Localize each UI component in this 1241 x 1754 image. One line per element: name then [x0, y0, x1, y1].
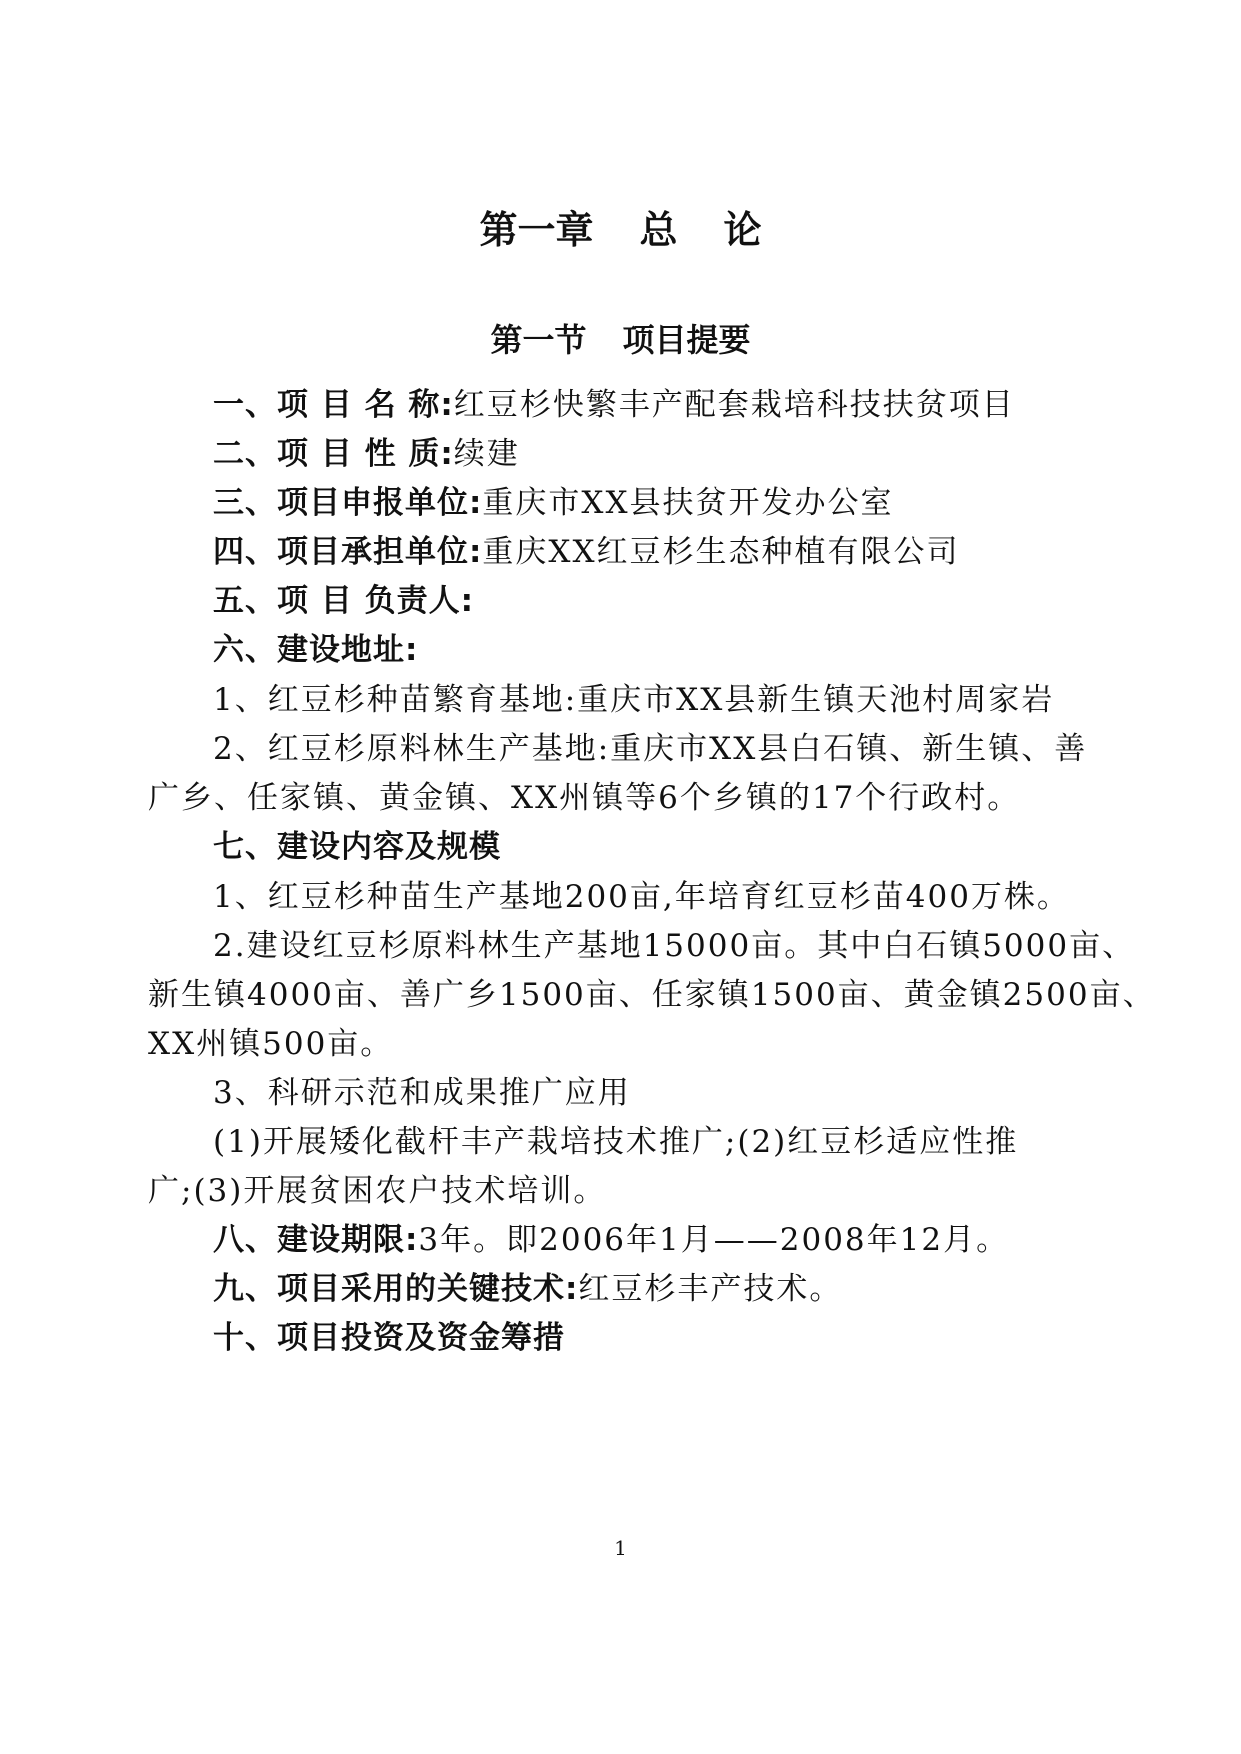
item-label: 一、项 目 名 称:	[213, 387, 454, 423]
content-line-2-end: XX州镇500亩。	[148, 1026, 394, 1062]
section-title	[0, 318, 1241, 362]
item-label: 四、项目承担单位:	[213, 534, 483, 570]
item-content-heading	[213, 827, 1098, 867]
item-site-heading	[213, 630, 1098, 670]
chapter-number: 第一章	[479, 208, 594, 252]
item-label: 六、建设地址:	[213, 632, 419, 668]
item-project-nature	[213, 434, 1098, 474]
item-label: 十、项目投资及资金筹措	[213, 1320, 565, 1356]
site-line-1: 1、红豆杉种苗繁育基地:重庆市XX县新生镇天池村周家岩	[213, 682, 1055, 718]
item-value: 红豆杉丰产技术。	[578, 1271, 843, 1307]
content-line-4: (1)开展矮化截杆丰产栽培技术推广;(2)红豆杉适应性推	[213, 1124, 1019, 1160]
item-value: 红豆杉快繁丰产配套栽培科技扶贫项目	[453, 387, 1015, 423]
chapter-title-word-2: 论	[723, 208, 762, 252]
content-line-3: 3、科研示范和成果推广应用	[213, 1075, 631, 1111]
item-applicant	[213, 483, 1098, 523]
item-label: 三、项目申报单位:	[213, 485, 483, 521]
section-name: 项目提要	[622, 321, 751, 359]
item-label: 九、项目采用的关键技术:	[213, 1271, 579, 1307]
item-project-name	[213, 385, 1098, 425]
item-investment-heading	[213, 1318, 1098, 1358]
content-line-4-cont: 广;(3)开展贫困农户技术培训。	[148, 1173, 607, 1209]
item-label: 八、建设期限:	[213, 1222, 419, 1258]
content-line-2: 2.建设红豆杉原料林生产基地15000亩。其中白石镇5000亩、	[213, 928, 1136, 964]
item-value: 续建	[453, 436, 520, 472]
item-undertaker	[213, 532, 1098, 572]
item-label: 七、建设内容及规模	[213, 829, 501, 865]
item-label: 五、项 目 负责人:	[213, 583, 474, 619]
item-label: 二、项 目 性 质:	[213, 436, 454, 472]
item-value: 重庆XX红豆杉生态种植有限公司	[482, 534, 960, 570]
item-value: 3年。即2006年1月——2008年12月。	[418, 1222, 1010, 1258]
content-line-2-cont: 新生镇4000亩、善广乡1500亩、任家镇1500亩、黄金镇2500亩、	[148, 977, 1156, 1013]
item-period	[213, 1220, 1098, 1260]
chapter-title	[0, 205, 1241, 255]
content-line-1: 1、红豆杉种苗生产基地200亩,年培育红豆杉苗400万株。	[213, 879, 1070, 915]
item-key-tech	[213, 1269, 1098, 1309]
item-value: 重庆市XX县扶贫开发办公室	[482, 485, 894, 521]
site-line-2-cont: 广乡、任家镇、黄金镇、XX州镇等6个乡镇的17个行政村。	[148, 780, 1021, 816]
page-number: 1	[614, 1536, 627, 1560]
item-leader	[213, 581, 1098, 621]
site-line-2: 2、红豆杉原料林生产基地:重庆市XX县白石镇、新生镇、善	[213, 731, 1088, 767]
chapter-title-word-1: 总	[639, 208, 678, 252]
section-number: 第一节	[490, 321, 587, 359]
